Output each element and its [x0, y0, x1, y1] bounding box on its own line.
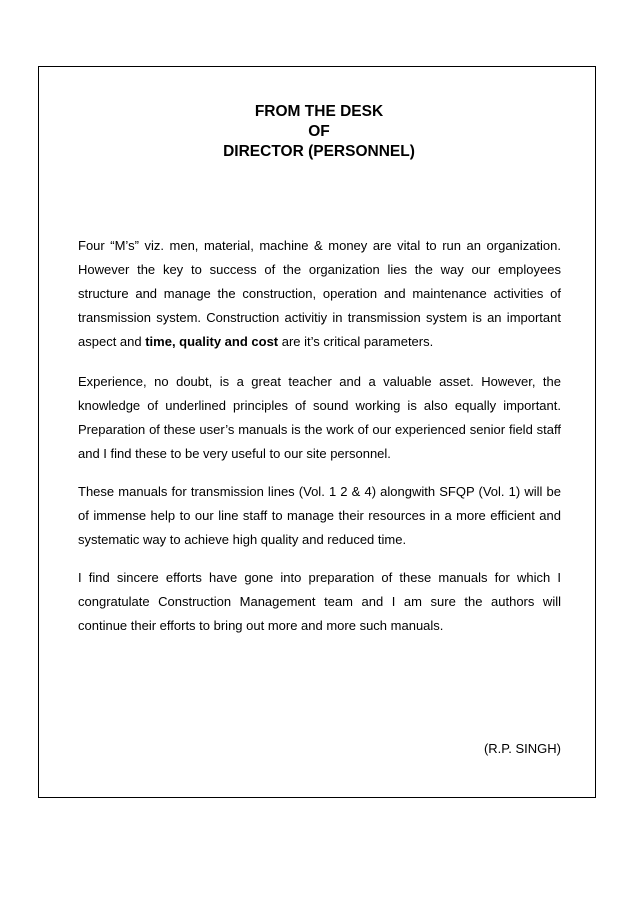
signature: (R.P. SINGH) — [483, 741, 561, 756]
paragraph-4 — [78, 566, 561, 638]
heading-line-1: FROM THE DESK — [254, 103, 384, 120]
paragraph-1 — [78, 234, 561, 354]
paragraph-2 — [78, 370, 561, 466]
paragraph-3 — [78, 480, 561, 552]
heading-line-3: DIRECTOR (PERSONNEL) — [223, 143, 415, 160]
paragraph-1-emphasis: time, quality and cost — [145, 334, 279, 349]
paragraph-1-text-start: Four “M’s” viz. men, material, machine & money are vital to run an organization. However the key to success of the organization lies the way our employees structure and manage the construction, operation and maintenance activities of transmission system. Construction activitiy in transmission system is an important aspect and — [78, 238, 561, 349]
heading-line-2: OF — [308, 123, 330, 140]
letter-heading — [0, 102, 638, 162]
paragraph-1-text-end: are it’s critical parameters. — [278, 334, 434, 349]
paragraph-4-text: I find sincere efforts have gone into preparation of these manuals for which I congratulate Construction Management team and I am sure the authors will continue their efforts to bring out more and more such manuals. — [78, 570, 561, 633]
paragraph-2-text: Experience, no doubt, is a great teacher and a valuable asset. However, the knowledge of underlined principles of sound working is also equally important. Preparation of these user’s manuals is the work of our experienced senior field staff and I find these to be very useful to our site personnel. — [78, 374, 561, 461]
paragraph-3-text: These manuals for transmission lines (Vol. 1 2 & 4) alongwith SFQP (Vol. 1) will be of immense help to our line staff to manage their resources in a more efficient and systematic way to achieve high quality and reduced time. — [78, 484, 561, 547]
